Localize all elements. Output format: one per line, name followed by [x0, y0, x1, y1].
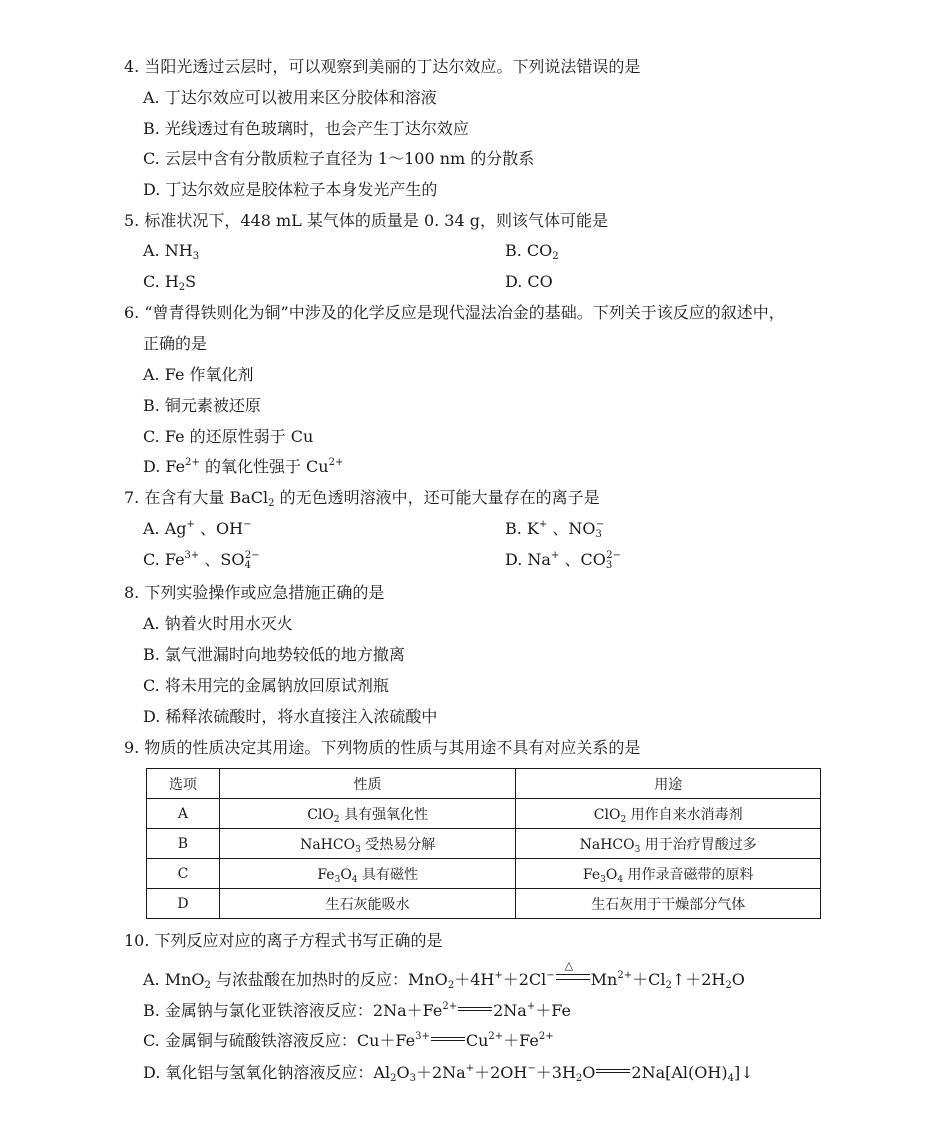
table-row — [147, 859, 821, 889]
table-cell-use: $Fe_3O_4$ 用作录音磁带的原料 — [516, 859, 821, 889]
table-cell-option: B — [147, 829, 220, 859]
table-header-cell: 选项 — [147, 769, 220, 799]
q10-option-a: A. MnO$_2$ 与浓盐酸在加热时的反应：MnO$_2$＋4H+＋2Cl− △ $Mn^{2+}+Cl_2↑+2H_2O$ — [143, 959, 745, 991]
q10-stem: 10. 下列反应对应的离子方程式书写正确的是 — [124, 931, 443, 950]
table-cell-property: $Fe_3O_4$ 具有磁性 — [219, 859, 516, 889]
q7-option-c: C. $Fe^{3+}$ 、$SO_4^{2-}$ — [143, 550, 260, 571]
q8-option-c: C. 将未用完的金属钠放回原试剂瓶 — [143, 676, 389, 695]
table-cell-option: D — [147, 889, 220, 919]
q8-option-d: D. 稀释浓硫酸时，将水直接注入浓硫酸中 — [143, 707, 438, 726]
q5-option-d: D. CO — [505, 272, 553, 291]
q9-table — [146, 768, 821, 919]
q7-option-b: B. K+ 、$NO_3^-$ — [505, 519, 605, 540]
q4-option-d: D. 丁达尔效应是胶体粒子本身发光产生的 — [143, 180, 438, 199]
q9-stem: 9. 物质的性质决定其用途。下列物质的性质与其用途不具有对应关系的是 — [124, 738, 641, 757]
q8-option-a: A. 钠着火时用水灭火 — [143, 614, 293, 633]
q5-option-b: B. $CO_2$ — [505, 241, 559, 262]
q8-stem: 8. 下列实验操作或应急措施正确的是 — [124, 583, 385, 602]
heat-triangle-icon: △ — [564, 959, 574, 972]
q10-option-d: D. 氧化铝与氢氧化钠溶液反应：$Al_2O_3+2Na^++2OH^-+3H_2O$ $2Na[Al(OH)_4]↓$ — [143, 1063, 754, 1084]
q4-option-a: A. 丁达尔效应可以被用来区分胶体和溶液 — [143, 88, 437, 107]
q6-stem-line2: 正确的是 — [143, 334, 208, 353]
heat-equals-sign — [556, 959, 590, 980]
q4-option-b: B. 光线透过有色玻璃时，也会产生丁达尔效应 — [143, 119, 469, 138]
q6-option-d: D. $Fe^{2+}$ 的氧化性强于 $Cu^{2+}$ — [143, 457, 344, 476]
equals-sign — [596, 1069, 630, 1073]
table-row — [147, 829, 821, 859]
table-cell-option: C — [147, 859, 220, 889]
table-cell-property: ClO$_2$ 具有强氧化性 — [219, 799, 516, 829]
table-cell-property: 生石灰能吸水 — [219, 889, 516, 919]
q4-option-c: C. 云层中含有分散质粒子直径为 1～100 nm 的分散系 — [143, 149, 535, 168]
table-row — [147, 799, 821, 829]
q5-stem: 5. 标准状况下，448 mL 某气体的质量是 0. 34 g，则该气体可能是 — [124, 211, 608, 230]
q8-option-b: B. 氯气泄漏时向地势较低的地方撤离 — [143, 645, 405, 664]
table-cell-option: A — [147, 799, 220, 829]
table-header-row — [147, 769, 821, 799]
q4-stem: 4. 当阳光透过云层时，可以观察到美丽的丁达尔效应。下列说法错误的是 — [124, 57, 641, 76]
table-cell-use: NaHCO$_3$ 用于治疗胃酸过多 — [516, 829, 821, 859]
table-row — [147, 889, 821, 919]
q6-option-c: C. Fe 的还原性弱于 Cu — [143, 427, 314, 446]
q6-stem-line1: 6. “曾青得铁则化为铜”中涉及的化学反应是现代湿法冶金的基础。下列关于该反应的叙述中， — [124, 303, 785, 322]
table-cell-use: ClO$_2$ 用作自来水消毒剂 — [516, 799, 821, 829]
equals-sign — [431, 1037, 465, 1041]
q5-option-a: A. $NH_3$ — [143, 241, 200, 262]
q10-option-c: C. 金属铜与硫酸铁溶液反应：$Cu+Fe^{3+}$ $Cu^{2+}+Fe^{2+}$ — [143, 1031, 554, 1050]
q10-option-b: B. 金属钠与氯化亚铁溶液反应：$2Na+Fe^{2+}$ 2Na+＋Fe — [143, 1001, 571, 1020]
q5-option-c: C. $H_2S$ — [143, 272, 197, 293]
table-header-cell: 用途 — [516, 769, 821, 799]
q7-option-d: D. Na+ 、$CO_3^{2-}$ — [505, 550, 621, 571]
q6-option-b: B. 铜元素被还原 — [143, 396, 261, 415]
q7-stem: 7. 在含有大量 BaCl$_2$ 的无色透明溶液中，还可能大量存在的离子是 — [124, 488, 600, 509]
table-cell-use: 生石灰用于干燥部分气体 — [516, 889, 821, 919]
q7-option-a: A. Ag+ 、OH− — [143, 519, 252, 538]
q6-option-a: A. Fe 作氧化剂 — [143, 365, 254, 384]
table-cell-property: NaHCO$_3$ 受热易分解 — [219, 829, 516, 859]
table-header-cell: 性质 — [219, 769, 516, 799]
equals-sign — [458, 1007, 492, 1011]
